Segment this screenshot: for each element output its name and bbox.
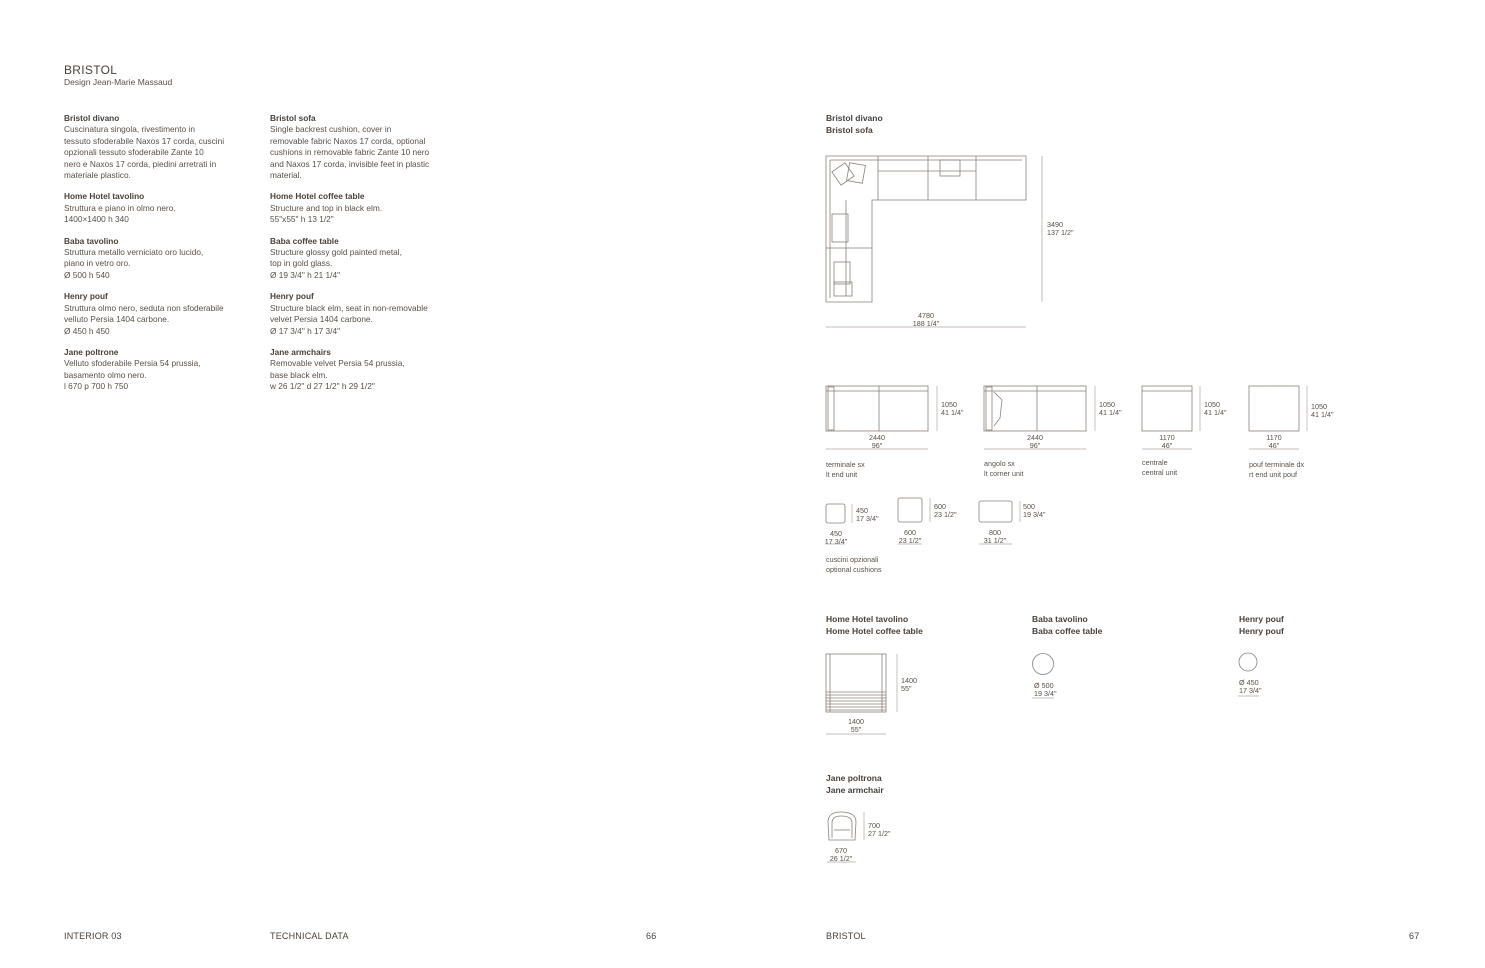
english-spec-block bbox=[270, 291, 460, 337]
homehotel-width bbox=[836, 718, 876, 733]
henry-heading-it: Henry pouf bbox=[1239, 614, 1284, 624]
english-spec-line: top in gold glass. bbox=[270, 258, 333, 269]
sofa-heading-en: Bristol sofa bbox=[826, 124, 873, 135]
english-spec-block bbox=[270, 113, 460, 181]
jane-depth bbox=[868, 822, 891, 837]
italian-spec-block bbox=[64, 291, 254, 337]
sofa-depth-in: 137 1/2" bbox=[1047, 227, 1074, 237]
english-spec-title: Baba coffee table bbox=[270, 235, 339, 246]
italian-spec-block bbox=[64, 347, 254, 393]
unit1-caption bbox=[826, 460, 865, 480]
henry-heading bbox=[1239, 614, 1284, 637]
cushion1-height-mm: 450 bbox=[856, 506, 868, 515]
sofa-depth-dimension bbox=[1047, 221, 1074, 236]
sofa-width-dimension bbox=[876, 312, 976, 327]
unit4-width bbox=[1249, 434, 1299, 449]
baba-diameter-mm: Ø 500 bbox=[1034, 681, 1054, 690]
italian-spec-line: basamento olmo nero. bbox=[64, 369, 147, 380]
english-spec-column bbox=[270, 113, 460, 403]
cushion2-width-in: 23 1/2" bbox=[898, 535, 922, 545]
baba-diameter-in: 19 3/4" bbox=[1034, 688, 1057, 698]
unit3-caption-en: central unit bbox=[1142, 468, 1178, 477]
italian-spec-line: Struttura e piano in olmo nero. bbox=[64, 202, 176, 213]
jane-depth-in: 27 1/2" bbox=[868, 828, 891, 838]
sofa-depth-mm: 3490 bbox=[1047, 220, 1063, 229]
footer-product: BRISTOL bbox=[826, 931, 866, 941]
english-spec-line: velvet Persia 1404 carbone. bbox=[270, 314, 373, 325]
cushions-caption-en: optional cushions bbox=[826, 565, 882, 574]
italian-spec-block bbox=[64, 113, 254, 181]
english-spec-line: Single backrest cushion, cover in bbox=[270, 124, 392, 135]
italian-spec-line: Struttura metallo verniciato oro lucido, bbox=[64, 247, 204, 258]
jane-heading-en: Jane armchair bbox=[826, 784, 884, 795]
italian-spec-line: opzionali tessuto sfoderabile Zante 10 bbox=[64, 147, 204, 158]
italian-spec-line: tessuto sfoderabile Naxos 17 corda, cuscini bbox=[64, 135, 225, 146]
unit3-height bbox=[1204, 401, 1227, 416]
unit2-width-mm: 2440 bbox=[1027, 433, 1043, 442]
italian-spec-title: Bristol divano bbox=[64, 113, 120, 123]
baba-table-plan bbox=[1033, 654, 1054, 675]
sofa-outline bbox=[826, 156, 1026, 302]
english-spec-title: Home Hotel coffee table bbox=[270, 191, 365, 202]
sofa-plan-drawing bbox=[820, 150, 1060, 335]
italian-spec-line: Struttura olmo nero, seduta non sfoderabile bbox=[64, 302, 224, 313]
unit-terminale-sx bbox=[826, 386, 928, 431]
unit4-width-in: 46" bbox=[1268, 440, 1280, 450]
unit3-height-mm: 1050 bbox=[1204, 400, 1220, 409]
unit1-height-mm: 1050 bbox=[941, 400, 957, 409]
homehotel-width-mm: 1400 bbox=[848, 717, 864, 726]
cushion1-height-in: 17 3/4" bbox=[856, 513, 879, 523]
cushion2-height-in: 23 1/2" bbox=[934, 509, 957, 519]
cushion-medium bbox=[898, 498, 922, 522]
italian-spec-line: materiale plastico. bbox=[64, 170, 131, 181]
homehotel-height-in: 55" bbox=[901, 683, 912, 693]
homehotel-height bbox=[901, 677, 917, 692]
sofa-width-mm: 4780 bbox=[918, 311, 934, 320]
sofa-width-in: 188 1/4" bbox=[912, 318, 940, 328]
unit2-width bbox=[1010, 434, 1060, 449]
italian-spec-line: Cuscinatura singola, rivestimento in bbox=[64, 124, 195, 135]
unit1-caption-it: terminale sx bbox=[826, 460, 865, 469]
english-spec-title: Henry pouf bbox=[270, 291, 314, 302]
unit-angolo-sx bbox=[984, 386, 1086, 431]
english-spec-line: Structure and top in black elm. bbox=[270, 202, 383, 213]
english-spec-line: cushions in removable fabric Zante 10 nero bbox=[270, 147, 430, 158]
english-spec-line: Structure black elm, seat in non-removable bbox=[270, 302, 428, 313]
cushion1-height bbox=[856, 507, 879, 522]
page-number-right: 67 bbox=[1409, 931, 1420, 941]
homehotel-heading-it: Home Hotel tavolino bbox=[826, 614, 909, 624]
unit3-width-mm: 1170 bbox=[1159, 433, 1175, 442]
cushions-caption-it: cuscini opzionali bbox=[826, 555, 879, 564]
english-spec-line: material. bbox=[270, 170, 302, 181]
english-spec-line: Ø 17 3/4" h 17 3/4" bbox=[270, 325, 341, 336]
unit3-height-in: 41 1/4" bbox=[1204, 407, 1227, 417]
baba-heading-en: Baba coffee table bbox=[1032, 625, 1103, 636]
italian-spec-line: Ø 450 h 450 bbox=[64, 325, 110, 336]
unit4-caption bbox=[1249, 460, 1304, 480]
italian-spec-title: Jane poltrone bbox=[64, 346, 119, 357]
cushion-small bbox=[826, 504, 845, 523]
baba-diameter bbox=[1034, 682, 1057, 697]
cushion3-width bbox=[975, 529, 1015, 544]
unit4-caption-en: rt end unit pouf bbox=[1249, 470, 1297, 479]
homehotel-height-mm: 1400 bbox=[901, 676, 917, 685]
henry-diameter-in: 17 3/4" bbox=[1239, 685, 1262, 695]
italian-spec-title: Henry pouf bbox=[64, 291, 108, 302]
jane-width bbox=[821, 847, 861, 862]
page-number-left: 66 bbox=[646, 931, 657, 941]
english-spec-line: and Naxos 17 corda, invisible feet in plastic bbox=[270, 158, 430, 169]
unit2-width-in: 96" bbox=[1029, 440, 1041, 450]
italian-spec-line: piano in vetro oro. bbox=[64, 258, 131, 269]
homehotel-shelf bbox=[826, 692, 886, 710]
cushion3-width-in: 31 1/2" bbox=[983, 535, 1007, 545]
unit3-caption bbox=[1142, 458, 1177, 478]
english-spec-line: Ø 19 3/4" h 21 1/4" bbox=[270, 269, 341, 280]
cushion2-width-mm: 600 bbox=[904, 528, 916, 537]
unit2-caption bbox=[984, 459, 1024, 479]
english-spec-line: Structure glossy gold painted metal, bbox=[270, 247, 402, 258]
footer-section: INTERIOR 03 bbox=[64, 931, 122, 941]
english-spec-line: base black elm. bbox=[270, 369, 328, 380]
unit-centrale bbox=[1142, 386, 1192, 431]
cushion3-width-mm: 800 bbox=[989, 528, 1001, 537]
footer-category: TECHNICAL DATA bbox=[270, 931, 349, 941]
unit2-caption-en: lt corner unit bbox=[984, 469, 1024, 478]
henry-diameter-mm: Ø 450 bbox=[1239, 678, 1259, 687]
sofa-heading-it: Bristol divano bbox=[826, 113, 883, 123]
unit1-height bbox=[941, 401, 964, 416]
unit4-caption-it: pouf terminale dx bbox=[1249, 460, 1305, 469]
cushion1-width-mm: 450 bbox=[830, 529, 842, 538]
unit1-width bbox=[852, 434, 902, 449]
unit3-caption-it: centrale bbox=[1142, 458, 1168, 467]
italian-spec-line: velluto Persia 1404 carbone. bbox=[64, 314, 170, 325]
sofa-heading bbox=[826, 113, 883, 136]
unit2-caption-it: angolo sx bbox=[984, 459, 1015, 468]
baba-heading bbox=[1032, 614, 1102, 637]
jane-heading bbox=[826, 773, 884, 796]
english-spec-line: removable fabric Naxos 17 corda, optional bbox=[270, 135, 426, 146]
english-spec-block bbox=[270, 191, 460, 225]
cushion3-height-in: 19 3/4" bbox=[1023, 509, 1046, 519]
cushion2-height bbox=[934, 503, 957, 518]
henry-diameter bbox=[1239, 679, 1262, 694]
english-spec-title: Bristol sofa bbox=[270, 113, 316, 123]
unit2-height-in: 41 1/4" bbox=[1099, 407, 1122, 417]
homehotel-heading-en: Home Hotel coffee table bbox=[826, 625, 923, 636]
cushions-caption bbox=[826, 555, 882, 575]
english-spec-line: w 26 1/2" d 27 1/2" h 29 1/2" bbox=[270, 381, 375, 392]
unit4-width-mm: 1170 bbox=[1266, 433, 1282, 442]
italian-spec-line: 1400×1400 h 340 bbox=[64, 214, 129, 225]
italian-spec-title: Baba tavolino bbox=[64, 235, 119, 246]
baba-heading-it: Baba tavolino bbox=[1032, 614, 1088, 624]
henry-pouf-plan bbox=[1239, 653, 1257, 671]
unit1-height-in: 41 1/4" bbox=[941, 407, 964, 417]
italian-spec-column bbox=[64, 113, 254, 403]
unit3-width-in: 46" bbox=[1161, 440, 1173, 450]
unit1-width-mm: 2440 bbox=[869, 433, 885, 442]
unit2-height bbox=[1099, 401, 1122, 416]
unit4-height-in: 41 1/4" bbox=[1311, 409, 1334, 419]
jane-heading-it: Jane poltrona bbox=[826, 773, 882, 783]
italian-spec-block bbox=[64, 191, 254, 225]
italian-spec-line: Velluto sfoderabile Persia 54 prussia, bbox=[64, 358, 201, 369]
jane-width-mm: 670 bbox=[835, 846, 847, 855]
cushion-large bbox=[979, 501, 1012, 522]
unit3-width bbox=[1142, 434, 1192, 449]
unit4-height bbox=[1311, 403, 1334, 418]
english-spec-block bbox=[270, 236, 460, 282]
italian-spec-title: Home Hotel tavolino bbox=[64, 191, 145, 202]
henry-heading-en: Henry pouf bbox=[1239, 625, 1284, 636]
italian-spec-line: nero e Naxos 17 corda, piedini arretrati in bbox=[64, 158, 217, 169]
cushion2-height-mm: 600 bbox=[934, 502, 946, 511]
jane-width-in: 26 1/2" bbox=[829, 853, 853, 863]
cushion1-width-in: 17 3/4" bbox=[824, 536, 848, 546]
italian-spec-line: Ø 500 h 540 bbox=[64, 269, 110, 280]
cushion3-height bbox=[1023, 503, 1046, 518]
homehotel-width-in: 55" bbox=[850, 724, 862, 734]
italian-spec-line: l 670 p 700 h 750 bbox=[64, 381, 129, 392]
designer-credit: Design Jean-Marie Massaud bbox=[64, 77, 173, 87]
cushion3-height-mm: 500 bbox=[1023, 502, 1035, 511]
italian-spec-block bbox=[64, 236, 254, 282]
unit1-caption-en: lt end unit bbox=[826, 470, 858, 479]
jane-depth-mm: 700 bbox=[868, 821, 880, 830]
page-title: BRISTOL bbox=[64, 63, 118, 77]
unit2-height-mm: 1050 bbox=[1099, 400, 1115, 409]
cushion1-width bbox=[816, 530, 856, 545]
homehotel-table-plan bbox=[826, 654, 886, 712]
english-spec-line: Removable velvet Persia 54 prussia, bbox=[270, 358, 405, 369]
unit-pouf-dx bbox=[1249, 386, 1299, 431]
cushion2-width bbox=[890, 529, 930, 544]
english-spec-line: 55"x55" h 13 1/2" bbox=[270, 214, 334, 225]
english-spec-block bbox=[270, 347, 460, 393]
unit1-width-in: 96" bbox=[871, 440, 883, 450]
unit4-height-mm: 1050 bbox=[1311, 402, 1327, 411]
english-spec-title: Jane armchairs bbox=[270, 346, 331, 357]
homehotel-heading bbox=[826, 614, 923, 637]
